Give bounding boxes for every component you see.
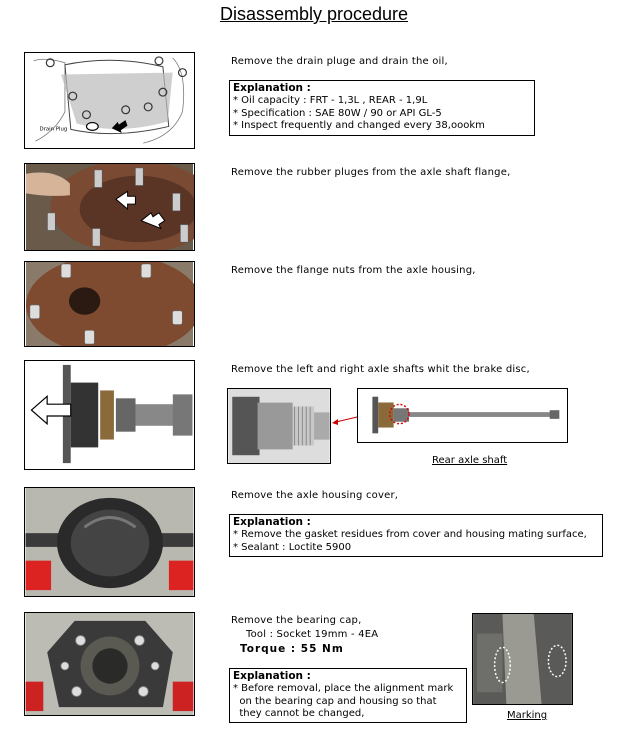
flange-nuts-photo: [24, 261, 195, 347]
page-title: Disassembly procedure: [219, 4, 409, 24]
torque-spec: Torque : 55 Nm: [240, 643, 344, 655]
explanation-line: * Inspect frequently and changed every 38,oookm: [233, 120, 485, 131]
explanation-heading: Explanation :: [233, 516, 311, 528]
step-4-instruction: Remove the left and right axle shafts whit the brake disc,: [231, 364, 530, 375]
marking-photo: [472, 613, 573, 705]
bearing-cap-photo: [24, 612, 195, 716]
drain-plug-photo: [24, 52, 195, 149]
explanation-line: * Before removal, place the alignment mark: [233, 683, 454, 694]
explanation-line: * Specification : SAE 80W / 90 or API GL-5: [233, 107, 442, 119]
explanation-line: * Remove the gasket residues from cover and housing mating surface,: [233, 529, 587, 540]
rubber-plugs-photo: [24, 163, 195, 251]
step-2-instruction: Remove the rubber pluges from the axle shaft flange,: [231, 167, 511, 178]
explanation-heading: Explanation :: [233, 82, 311, 94]
axle-shaft-detail-photo: [227, 388, 331, 464]
explanation-heading: Explanation :: [233, 670, 311, 682]
rear-axle-shaft-caption: Rear axle shaft: [432, 455, 508, 466]
step-6-instruction: Remove the bearing cap,: [231, 615, 362, 626]
rear-axle-shaft-photo: [357, 388, 568, 443]
explanation-line: * Sealant : Loctite 5900: [233, 541, 352, 553]
drain-plug-drawing: [25, 53, 194, 148]
step-5-explanation-box: [229, 514, 603, 557]
axle-shaft-removal-photo: [24, 360, 195, 470]
step-5-instruction: Remove the axle housing cover,: [231, 490, 399, 501]
step-3-instruction: Remove the flange nuts from the axle housing,: [231, 265, 476, 276]
drain-plug-label: Drain Plug: [39, 126, 68, 133]
step-1-explanation-box: [229, 80, 535, 136]
explanation-line: on the bearing cap and housing so that: [233, 695, 437, 707]
explanation-line: * Oil capacity : FRT - 1,3L , REAR - 1,9L: [233, 95, 428, 106]
explanation-line: they cannot be changed,: [233, 708, 365, 719]
step-6-explanation-box: [229, 668, 467, 723]
axle-housing-cover-photo: [24, 487, 195, 597]
marking-caption: Marking: [507, 710, 548, 721]
step-1-instruction: Remove the drain pluge and drain the oil,: [231, 56, 448, 67]
tool-spec: Tool : Socket 19mm - 4EA: [246, 629, 379, 640]
